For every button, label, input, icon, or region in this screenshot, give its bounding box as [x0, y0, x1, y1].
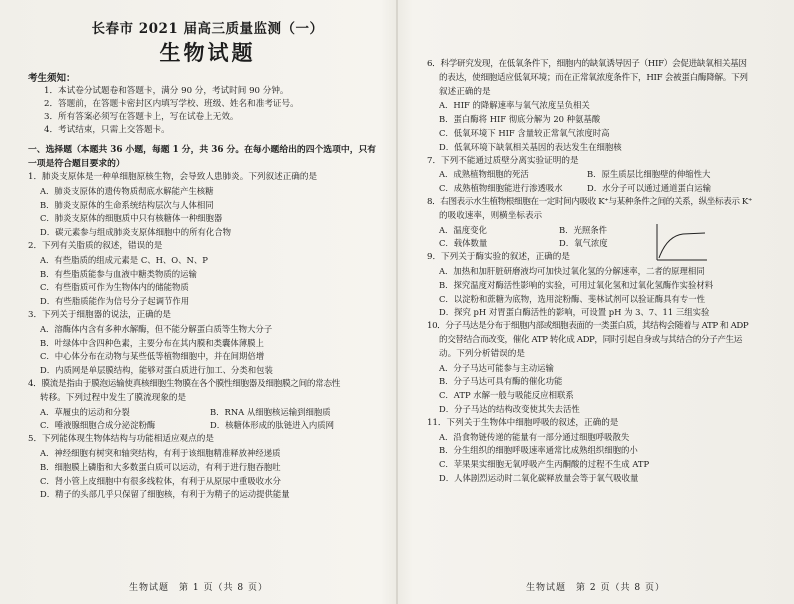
option-d: D．有些脂质能作为信号分子起调节作用	[40, 296, 190, 307]
option-a: A．沿食物链传递的能量有一部分通过细胞呼吸散失	[439, 431, 630, 442]
question-stem: 7．下列不能通过质壁分离实验证明的是	[427, 155, 579, 166]
option-b: B．有些脂质能参与血液中糖类物质的运输	[40, 268, 197, 279]
option-c: C．苹果果实细胞无氧呼吸产生丙酮酸的过程不生成 ATP	[439, 459, 650, 470]
option-a: A．溶酶体内含有多种水解酶，但不能分解蛋白质等生物大分子	[40, 323, 273, 334]
option-a: A．温度变化	[439, 224, 487, 235]
option-d: D．人体剧烈运动时二氧化碳释放量会等于氧气吸收量	[439, 472, 639, 483]
option-c: C．以淀粉和蔗糖为底物，选用淀粉酶、斐林试剂可以验证酶具有专一性	[439, 293, 706, 304]
option-c: C．唾液腺细胞合成分泌淀粉酶	[40, 420, 156, 431]
question-stem-line: 的交替结合而改变，催化 ATP 转化成 ADP，同时引起自身或与其结合的分子产生运	[439, 334, 742, 345]
question-stem-line2: 的吸收速率，则横坐标表示	[439, 210, 543, 221]
section-heading	[28, 143, 387, 171]
option-c: C．肾小管上皮细胞中有很多线粒体，有利于从原尿中重吸收水分	[40, 475, 281, 486]
question-stem: 3．下列关于细胞器的说法，正确的是	[28, 309, 171, 320]
option-b: B．叶绿体中含四种色素，主要分布在其内膜和类囊体薄膜上	[40, 337, 264, 348]
option-a: A．神经细胞有树突和轴突结构，有利于该细胞精准释放神经递质	[40, 447, 281, 458]
graph-curve	[659, 233, 705, 258]
section-instructions-line2: 一项是符合题目要求的）	[28, 159, 125, 169]
option-b: B．细胞膜上磷脂和大多数蛋白质可以运动，有利于进行胞吞胞吐	[40, 461, 281, 472]
question-2	[28, 240, 387, 309]
question-stem-line1: 4．膜流是指由于膜泡运输使真核细胞生物膜在各个膜性细胞器及细胞膜之间的常态性	[28, 378, 341, 389]
question-6	[427, 58, 780, 155]
question-stem-line2: 转移。下列过程中发生了膜流现象的是	[40, 392, 187, 403]
option-b: B．光照条件	[559, 224, 608, 235]
option-d: D．核糖体形成的肽链进入内质网	[210, 420, 334, 431]
question-4	[28, 378, 387, 433]
notice-item: 2．答题前，在答题卡密封区内填写学校、班级、姓名和准考证号。	[44, 99, 299, 109]
option-d: D．分子马达的结构改变使其失去活性	[439, 403, 580, 414]
option-d: D．低氧环境下缺氧相关基因的表达发生在细胞核	[439, 141, 622, 152]
option-c: C．成熟植物细胞能进行渗透吸水	[439, 183, 563, 194]
option-c: C．有些脂质可作为生物体内的储能物质	[40, 282, 189, 293]
subject-title: 生物试题	[159, 41, 256, 65]
uptake-rate-graph	[653, 222, 709, 264]
option-a: A．HIF 的降解速率与氧气浓度呈负相关	[439, 100, 590, 111]
question-9	[427, 251, 780, 320]
question-7	[427, 155, 780, 196]
option-b: B．蛋白酶将 HIF 彻底分解为 20 种氨基酸	[439, 114, 601, 125]
exam-title: 长春市 2021 届高三质量监测（一）	[91, 21, 324, 37]
question-stem: 11．下列关于生物体中细胞呼吸的叙述，正确的是	[427, 417, 619, 428]
question-11	[427, 417, 780, 486]
option-b: B．分子马达可具有酶的催化功能	[439, 376, 563, 387]
question-stem-line: 动。下列分析错误的是	[439, 348, 525, 359]
option-c: C．ATP 水解一般与吸能反应相联系	[439, 390, 574, 401]
question-stem: 2．下列有关脂质的叙述，错误的是	[28, 240, 163, 251]
notice-item: 4．考试结束，只需上交答题卡。	[44, 125, 170, 135]
notice-item: 1．本试卷分试题卷和答题卡，满分 90 分，考试时间 90 分钟。	[44, 86, 289, 96]
option-c: C．中心体分布在动物与某些低等植物细胞中，并在间期倍增	[40, 351, 265, 362]
option-c: C．肺炎支原体的细胞质中只有核糖体一种细胞器	[40, 213, 223, 224]
option-d: D．氧气浓度	[559, 238, 608, 249]
option-a: A．成熟植物细胞的死活	[439, 169, 529, 180]
question-stem: 9．下列关于酶实验的叙述，正确的是	[427, 252, 570, 263]
question-stem-line1: 8．右图表示水生植物根细胞在一定时间内吸收 K⁺与某种条件之间的关系，纵坐标表示 K⁺	[427, 196, 753, 207]
option-d: D．探究 pH 对胃蛋白酶活性的影响，可设置 pH 为 3、7、11 三组实验	[439, 307, 710, 318]
question-5	[28, 433, 387, 502]
option-c: C．载体数量	[439, 238, 488, 249]
option-a: A．加热和加肝脏研磨液均可加快过氧化氢的分解速率，二者的原理相同	[439, 265, 705, 276]
option-b: B．原生质层比细胞壁的伸缩性大	[587, 169, 711, 180]
option-a: A．肺炎支原体的遗传物质彻底水解能产生核糖	[40, 185, 214, 196]
question-stem-line: 叙述正确的是	[439, 86, 491, 97]
page-footer: 生物试题 第 2 页（共 8 页）	[526, 583, 665, 593]
question-stem-line: 的表达，使细胞适应低氧环境；而在正常氧浓度条件下，HIF 会被蛋白酶降解。下列	[439, 72, 748, 83]
option-c: C．低氧环境下 HIF 含量较正常氧气浓度时高	[439, 127, 610, 138]
option-d: D．内质网是单层膜结构，能够对蛋白质进行加工、分类和包装	[40, 365, 273, 376]
option-a: A．分子马达可能参与主动运输	[439, 362, 554, 373]
option-b: B．探究温度对酶活性影响的实验，可用过氧化氢和过氧化氢酶作实验材料	[439, 279, 714, 290]
option-b: B．分生组织的细胞呼吸速率通常比成熟组织细胞的小	[439, 445, 638, 456]
section-instructions-line1: （本题共 36 小题，每题 1 分，共 36 分。在每小题给出的四个选项中，只有	[72, 145, 377, 155]
option-a: A．有些脂质的组成元素是 C、H、O、N、P	[40, 254, 208, 265]
question-3	[28, 309, 387, 378]
page-footer: 生物试题 第 1 页（共 8 页）	[129, 583, 268, 593]
section-title: 一、选择题	[28, 145, 72, 155]
option-b: B．肺炎支原体的生命系统结构层次与人体相同	[40, 199, 214, 210]
question-1	[28, 171, 387, 240]
option-d: D．碳元素参与组成肺炎支原体细胞中的所有化合物	[40, 227, 231, 238]
question-stem-line: 6．科学研究发现，在低氧条件下，细胞内的缺氧诱导因子（HIF）会促进缺氧相关基因	[427, 59, 747, 69]
option-d: D．水分子可以通过通道蛋白运输	[587, 183, 711, 194]
option-d: D．精子的头部几乎只保留了细胞核，有利于为精子的运动提供能量	[40, 489, 290, 500]
question-8	[427, 196, 780, 251]
option-a: A．草履虫的运动和分裂	[40, 406, 130, 417]
notice-list	[28, 85, 387, 137]
question-stem: 1．肺炎支原体是一种单细胞原核生物，会导致人患肺炎。下列叙述正确的是	[28, 172, 318, 182]
question-10	[427, 320, 780, 417]
notice-item: 3．所有答案必须写在答题卡上，写在试卷上无效。	[44, 112, 239, 122]
option-b: B．RNA 从细胞核运输到细胞质	[210, 406, 331, 417]
notice-title: 考生须知：	[28, 73, 76, 84]
question-stem-line: 10．分子马达是分布于细胞内部或细胞表面的一类蛋白质，其结构会随着与 ATP 和 ADP	[427, 321, 749, 332]
question-stem: 5．下列能体现生物体结构与功能相适应观点的是	[28, 434, 214, 445]
page-2	[397, 0, 794, 604]
